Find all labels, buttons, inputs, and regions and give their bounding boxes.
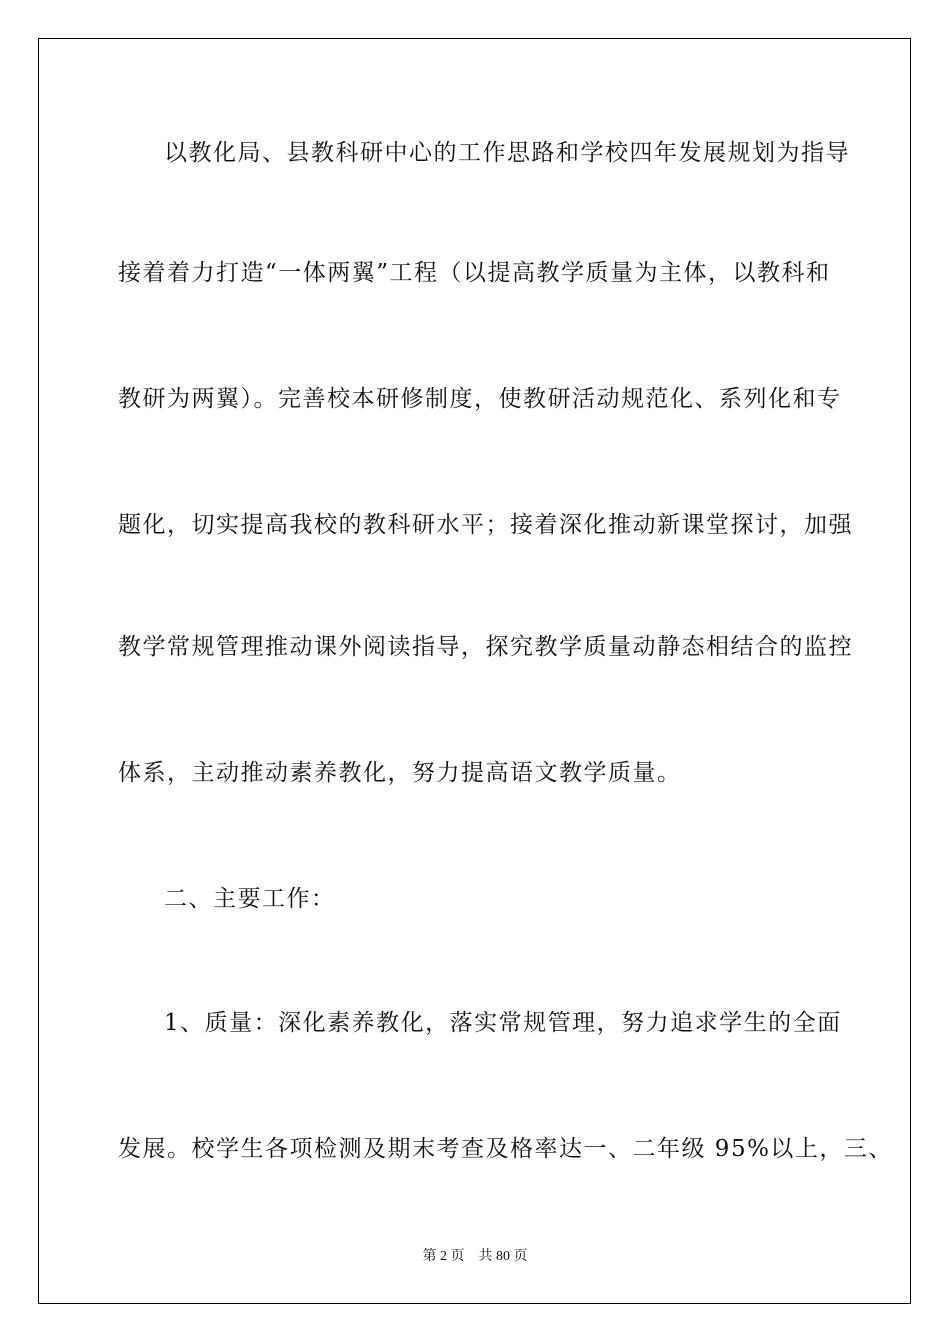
paragraph-line: 题化，切实提高我校的教科研水平；接着深化推动新课堂探讨，加强 — [118, 512, 853, 538]
page-border — [38, 38, 911, 1304]
paragraph-line: 教研为两翼）。完善校本研修制度，使教研活动规范化、系列化和专 — [118, 386, 842, 412]
section-heading: 二、主要工作： — [164, 886, 336, 912]
paragraph-line: 体系，主动推动素养教化，努力提高语文教学质量。 — [118, 760, 682, 786]
page-footer — [0, 1245, 950, 1265]
paragraph-line: 以教化局、县教科研中心的工作思路和学校四年发展规划为指导 — [164, 140, 850, 166]
page-number: 第 2 页 — [422, 1249, 465, 1264]
page-total: 共 80 页 — [478, 1249, 528, 1264]
paragraph-line: 教学常规管理推动课外阅读指导，探究教学质量动静态相结合的监控 — [118, 634, 853, 660]
paragraph-line: 接着着力打造“一体两翼”工程（以提高教学质量为主体，以教科和 — [118, 260, 831, 286]
paragraph-line: 1、质量：深化素养教化，落实常规管理，努力追求学生的全面 — [164, 1010, 842, 1036]
paragraph-line: 发展。校学生各项检测及期末考查及格率达一、二年级 95%以上，三、 — [118, 1136, 893, 1162]
